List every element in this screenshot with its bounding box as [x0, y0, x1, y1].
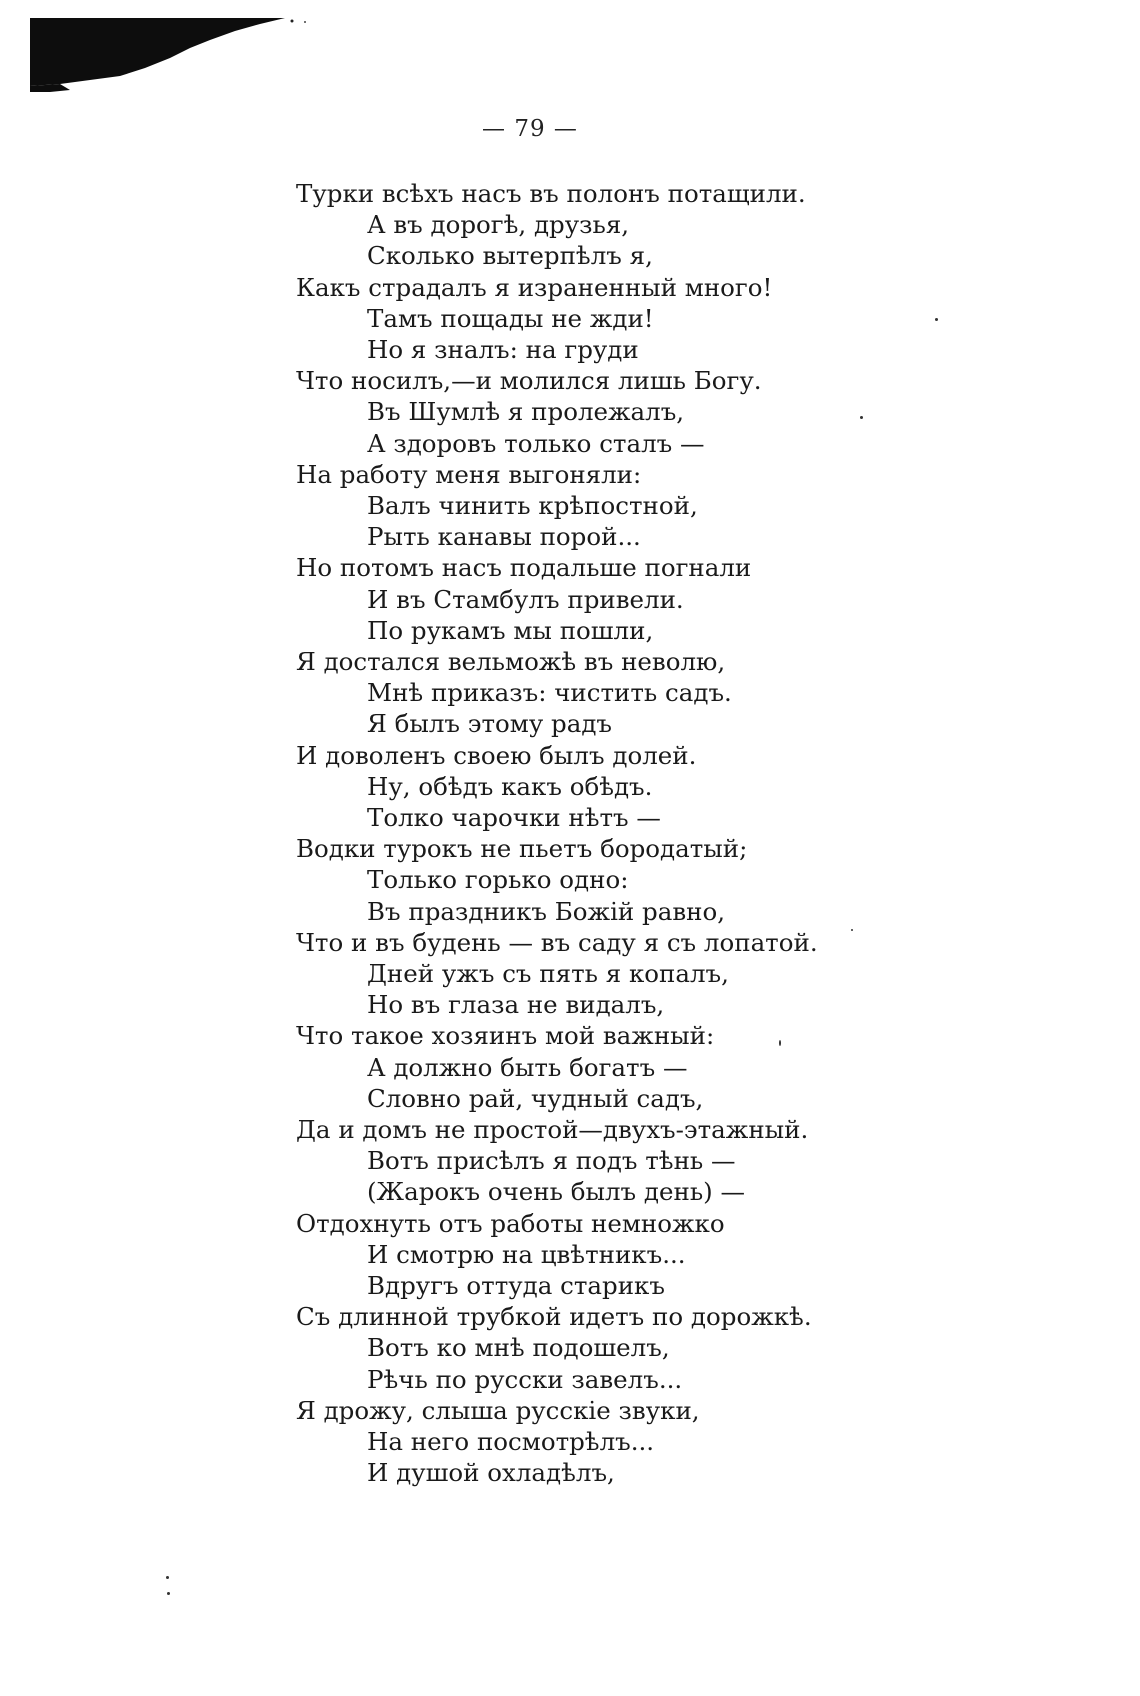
poem-line: Я дрожу, слыша русскіе звуки, [296, 1395, 700, 1425]
scan-speck [935, 318, 938, 321]
poem-line: Сколько вытерпѣлъ я, [367, 241, 653, 271]
poem-line: А должно быть богатъ — [367, 1052, 688, 1082]
poem-line: Словно рай, чудный садъ, [367, 1083, 704, 1113]
poem-line: Я достался вельможѣ въ неволю, [296, 647, 726, 676]
poem-line: На работу меня выгоняли: [296, 459, 642, 489]
poem-line: Что носилъ,—и молился лишь Богу. [296, 366, 762, 396]
poem-line: А въ дорогѣ, друзья, [367, 210, 630, 240]
poem-line: И душой охладѣлъ, [367, 1458, 615, 1488]
poem-line: Дней ужъ съ пять я копалъ, [367, 959, 729, 988]
poem-line: Что такое хозяинъ мой важный: [296, 1021, 715, 1051]
poem-line: Тамъ пощады не жди! [367, 303, 654, 333]
poem-line: Да и домъ не простой—двухъ-этажный. [296, 1115, 809, 1144]
poem-line: Въ Шумлѣ я пролежалъ, [367, 397, 685, 427]
poem-line: И смотрю на цвѣтникъ... [367, 1239, 686, 1269]
page-number: — 79 — [482, 116, 578, 142]
poem-line: Но въ глаза не видалъ, [367, 990, 665, 1020]
poem-line: И въ Стамбулъ привели. [367, 584, 684, 614]
scan-speck [860, 416, 863, 419]
poem-line: Валъ чинить крѣпостной, [367, 491, 698, 520]
scan-speck [167, 1592, 170, 1595]
poem-line: Турки всѣхъ насъ въ полонъ потащили. [296, 179, 806, 208]
poem-line: Водки турокъ не пьетъ бородатый; [296, 834, 748, 864]
poem-line: И доволенъ своею былъ долей. [296, 740, 697, 770]
poem-line: Рѣчь по русски завелъ... [367, 1364, 683, 1394]
poem-line: Вдругъ оттуда старикъ [367, 1271, 665, 1300]
poem-line: Но я зналъ: на груди [367, 335, 639, 364]
scan-speck [166, 1576, 169, 1579]
poem-line: Въ праздникъ Божій равно, [367, 896, 725, 926]
poem-line: По рукамъ мы пошли, [367, 615, 654, 645]
poem-line: Отдохнуть отъ работы немножко [296, 1208, 725, 1238]
poem-line: Какъ страдалъ я израненный много! [296, 272, 773, 302]
poem-line: Рыть канавы порой... [367, 522, 641, 552]
poem-line: Я былъ этому радъ [367, 709, 613, 739]
scan-speck [779, 1040, 781, 1046]
poem-line: Что и въ будень — въ саду я съ лопатой. [296, 927, 818, 957]
poem-line: Вотъ присѣлъ я подъ тѣнь — [367, 1146, 736, 1176]
poem-line: Мнѣ приказъ: чистить садъ. [367, 678, 732, 708]
poem-line: Толко чарочки нѣтъ — [367, 803, 661, 832]
poem-line: Но потомъ насъ подальше погнали [296, 553, 752, 583]
scan-ink-blot [30, 18, 315, 98]
poem-line: Вотъ ко мнѣ подошелъ, [367, 1333, 670, 1363]
poem-line: На него посмотрѣлъ... [367, 1427, 655, 1456]
poem-line: (Жарокъ очень былъ день) — [367, 1177, 746, 1207]
poem-line: А здоровъ только сталъ — [367, 428, 705, 458]
poem-line: Ну, обѣдъ какъ обѣдъ. [367, 771, 653, 801]
poem-line: Только горько одно: [367, 865, 629, 895]
poem-line: Съ длинной трубкой идетъ по дорожкѣ. [296, 1302, 812, 1332]
scan-speck [851, 929, 853, 931]
